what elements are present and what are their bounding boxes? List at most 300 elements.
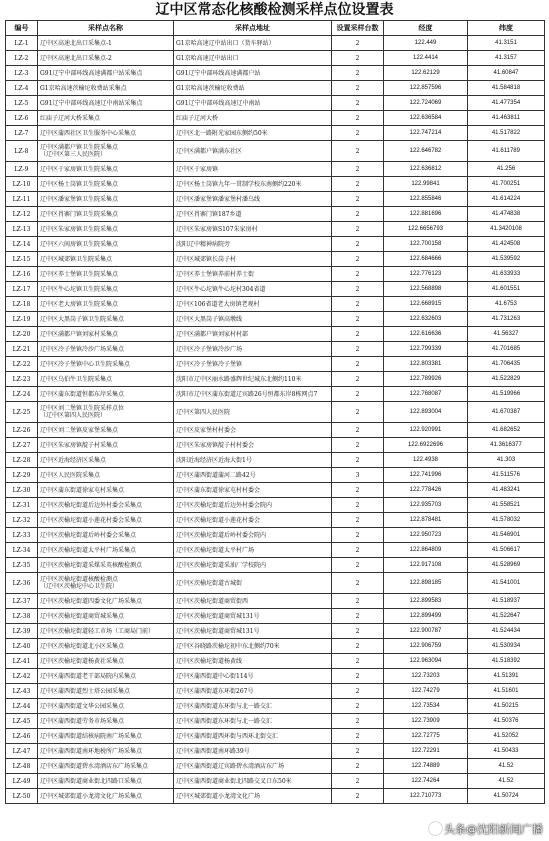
table-row: [6, 66, 545, 81]
row-latitude: 41.52: [468, 759, 545, 774]
row-name: 辽中区茨榆坨街道小莲花村委会采集点: [38, 513, 174, 528]
row-address: 辽中区蒲东街道徐家屯村村委会: [174, 483, 332, 498]
row-id: LZ-36: [6, 573, 38, 594]
row-address: 辽中区朱家房镇S107朱家房村: [174, 222, 332, 237]
row-id: LZ-7: [6, 126, 38, 141]
table-row: [6, 789, 545, 804]
row-longitude: 122.855846: [384, 192, 468, 207]
row-latitude: 41.50376: [468, 714, 545, 729]
row-id: LZ-3: [6, 66, 38, 81]
row-id: LZ-8: [6, 141, 38, 162]
row-latitude: 41.700251: [468, 177, 545, 192]
row-name: 辽中区蒲西街道南环地税所广场采集点: [38, 744, 174, 759]
row-name: 辽中区茨榆坨街道采煤采英核酸检测点: [38, 558, 174, 573]
row-latitude: 41.511576: [468, 468, 545, 483]
row-longitude: 122.62129: [384, 66, 468, 81]
row-longitude: 122.881696: [384, 207, 468, 222]
row-longitude: 122.668915: [384, 297, 468, 312]
row-id: LZ-2: [6, 51, 38, 66]
row-name: 辽中区牛心坨镇卫生院采集点: [38, 282, 174, 297]
row-id: LZ-50: [6, 789, 38, 804]
row-longitude: 122.963094: [384, 654, 468, 669]
row-name: 辽中区养士堡镇卫生院采集点: [38, 267, 174, 282]
table-row: [6, 111, 545, 126]
row-address: G91辽宁中部环线高速满都户站: [174, 66, 332, 81]
row-longitude: 122.700158: [384, 237, 468, 252]
row-count: 2: [332, 387, 384, 402]
row-latitude: 41.56327: [468, 327, 545, 342]
table-row: [6, 51, 545, 66]
row-latitude: 41.3151: [468, 36, 545, 51]
watermark: [429, 822, 543, 838]
table-row: [6, 729, 545, 744]
table-row: [6, 654, 545, 669]
row-address: 辽中区杨士岗镇九年一贯制学校东南侧约220米: [174, 177, 332, 192]
row-name: 辽中区杨士岗镇卫生院采集点: [38, 177, 174, 192]
row-latitude: 41.524434: [468, 624, 545, 639]
row-name: 辽中区六间房镇卫生院采集点: [38, 237, 174, 252]
row-name: 红庙子辽河大桥采集点: [38, 111, 174, 126]
row-longitude: 122.878481: [384, 513, 468, 528]
row-address: 辽中区冷子堡镇冷沙广场: [174, 342, 332, 357]
row-count: 2: [332, 609, 384, 624]
row-count: 2: [332, 297, 384, 312]
row-id: LZ-38: [6, 609, 38, 624]
row-id: LZ-46: [6, 729, 38, 744]
row-longitude: 122.789926: [384, 372, 468, 387]
row-longitude: 122.776123: [384, 267, 468, 282]
row-id: LZ-20: [6, 327, 38, 342]
row-id: LZ-16: [6, 267, 38, 282]
row-name: 辽中区高速北出口采集点-2: [38, 51, 174, 66]
row-id: LZ-49: [6, 774, 38, 789]
row-address: G91辽宁中部环线高速辽中南站: [174, 96, 332, 111]
row-address: 辽中区茨榆坨街道后岭村委会院内: [174, 528, 332, 543]
row-count: 2: [332, 528, 384, 543]
row-address: 辽中区于家房镇: [174, 162, 332, 177]
row-count: 2: [332, 402, 384, 423]
row-latitude: 41.611789: [468, 141, 545, 162]
row-name: 辽中区蒲西街道结核病院南广场采集点: [38, 729, 174, 744]
row-name: 辽中区冷子堡镇冷沙广场采集点: [38, 342, 174, 357]
row-longitude: 122.73534: [384, 699, 468, 714]
row-latitude: 41.60847: [468, 66, 545, 81]
table-row: [6, 402, 545, 423]
row-address: 辽中区养士堡镇养前村养士街: [174, 267, 332, 282]
table-row: [6, 714, 545, 729]
row-id: LZ-12: [6, 207, 38, 222]
row-latitude: 41.518937: [468, 594, 545, 609]
row-count: 2: [332, 453, 384, 468]
sampling-points-table: [5, 20, 545, 804]
table-row: [6, 126, 545, 141]
row-id: LZ-25: [6, 402, 38, 423]
row-count: 2: [332, 342, 384, 357]
row-latitude: 41.52052: [468, 729, 545, 744]
row-name: 辽中区蒲西街道碧水湾酒店东广场采集点: [38, 759, 174, 774]
header-name: 采样点名称: [38, 21, 174, 36]
row-id: LZ-40: [6, 639, 38, 654]
table-row: [6, 759, 545, 774]
row-latitude: 41.578032: [468, 513, 545, 528]
row-count: 2: [332, 252, 384, 267]
row-name: 辽中区蒲东街道徐家屯村采集点: [38, 483, 174, 498]
table-row: [6, 297, 545, 312]
row-latitude: 41.51601: [468, 684, 545, 699]
row-latitude: 41.701685: [468, 342, 545, 357]
table-row: [6, 192, 545, 207]
row-address: 辽中区106省道老大房镇老观村: [174, 297, 332, 312]
row-latitude: 41.6753: [468, 297, 545, 312]
row-count: 2: [332, 624, 384, 639]
table-row: [6, 387, 545, 402]
row-name: 辽中区满都户镇卫生院采集点 （辽中区第三人民医院）: [38, 141, 174, 162]
row-address: 辽中区蒲西街道南环路39号: [174, 744, 332, 759]
table-row: [6, 312, 545, 327]
row-name: 辽中区蒲西社区卫生服务中心采集点: [38, 126, 174, 141]
row-count: 2: [332, 669, 384, 684]
row-latitude: 41.682652: [468, 423, 545, 438]
row-name: G1京哈高速茨榆坨收费站采集点: [38, 81, 174, 96]
row-longitude: 122.6656793: [384, 222, 468, 237]
row-address: 沈阳市辽中区丽水路盛辉世纪城东北侧约110米: [174, 372, 332, 387]
row-id: LZ-47: [6, 744, 38, 759]
row-count: 2: [332, 714, 384, 729]
row-address: 辽中区蒲西街道东环街与北一路交汇: [174, 699, 332, 714]
row-address: 辽中区满都户镇刘家村村部: [174, 327, 332, 342]
row-id: LZ-6: [6, 111, 38, 126]
table-row: [6, 744, 545, 759]
row-name: 辽中区蒲西街道商业街北四路口采集点: [38, 774, 174, 789]
row-name: 辽中区蒲东街道恒都东岸采集点: [38, 387, 174, 402]
row-name: 辽中区蒲西街道老干部局院内采集点: [38, 669, 174, 684]
row-longitude: 122.4938: [384, 453, 468, 468]
row-count: 2: [332, 744, 384, 759]
row-address: 辽中区谷晓路茨榆坨初中东北侧约70米: [174, 639, 332, 654]
table-row: [6, 438, 545, 453]
row-address: 沈阳市辽中区蒲东街道辽宾路26号恒都东岸8栋网点7: [174, 387, 332, 402]
row-address: 辽中区茨榆坨街道后边外村委会院内: [174, 498, 332, 513]
row-count: 2: [332, 237, 384, 252]
row-count: 2: [332, 789, 384, 804]
row-latitude: 41.256: [468, 162, 545, 177]
row-address: 辽中区城郊镇长岗子村: [174, 252, 332, 267]
row-name: G91辽宁中部环线高速辽中南站采集点: [38, 96, 174, 111]
row-id: LZ-18: [6, 297, 38, 312]
table-row: [6, 252, 545, 267]
row-latitude: 41.522647: [468, 609, 545, 624]
row-count: 3: [332, 468, 384, 483]
table-row: [6, 81, 545, 96]
row-count: 2: [332, 177, 384, 192]
row-latitude: 41.633933: [468, 267, 545, 282]
table-row: [6, 669, 545, 684]
row-longitude: 122.935703: [384, 498, 468, 513]
row-address: 辽中区朱家房镇靛子村村委会: [174, 438, 332, 453]
row-longitude: 122.857596: [384, 81, 468, 96]
header-id: 编号: [6, 21, 38, 36]
row-latitude: 41.3616377: [468, 438, 545, 453]
row-longitude: 122.646782: [384, 141, 468, 162]
row-count: 2: [332, 327, 384, 342]
row-latitude: 41.614224: [468, 192, 545, 207]
table-row: [6, 423, 545, 438]
table-row: [6, 624, 545, 639]
row-address: 辽中区蒲西街道蒲河二路42号: [174, 468, 332, 483]
row-address: 沈阳近海经济区近海大街1号: [174, 453, 332, 468]
row-id: LZ-41: [6, 654, 38, 669]
row-name: 辽中区茨榆坨街道后边外村委会采集点: [38, 498, 174, 513]
row-id: LZ-1: [6, 36, 38, 51]
row-address: 辽中区茨榆坨街道古城街: [174, 573, 332, 594]
row-longitude: 122.724069: [384, 96, 468, 111]
row-address: 辽中区茨榆坨街道杨黄线: [174, 654, 332, 669]
row-count: 2: [332, 126, 384, 141]
table-row: [6, 177, 545, 192]
row-address: G1京哈高速辽中站出口: [174, 51, 332, 66]
row-longitude: 122.710773: [384, 789, 468, 804]
row-count: 2: [332, 729, 384, 744]
row-longitude: 122.803381: [384, 357, 468, 372]
row-longitude: 122.568898: [384, 282, 468, 297]
row-latitude: 41.52: [468, 774, 545, 789]
row-id: LZ-45: [6, 714, 38, 729]
row-id: LZ-31: [6, 498, 38, 513]
header-latitude: 纬度: [468, 21, 545, 36]
row-name: 辽中区茨榆坨街道四委文化广场采集点: [38, 594, 174, 609]
table-row: [6, 774, 545, 789]
row-count: 2: [332, 81, 384, 96]
row-address: G1京哈高速辽中站出口（货车驿站）: [174, 36, 332, 51]
table-row: [6, 342, 545, 357]
row-count: 2: [332, 372, 384, 387]
row-count: 2: [332, 111, 384, 126]
row-name: 辽中区刘二堡镇卫生院采样点位 （辽中区第四人民医院）: [38, 402, 174, 423]
row-count: 2: [332, 96, 384, 111]
row-address: 辽中区大黑岗子镇高墩线: [174, 312, 332, 327]
row-address: 辽中区皮家堡村村委会: [174, 423, 332, 438]
row-latitude: 41.518392: [468, 654, 545, 669]
row-address: 辽中区茨榆坨街道商贸街西: [174, 594, 332, 609]
row-id: LZ-19: [6, 312, 38, 327]
row-count: 2: [332, 36, 384, 51]
row-id: LZ-22: [6, 357, 38, 372]
table-row: [6, 222, 545, 237]
row-longitude: 122.99841: [384, 177, 468, 192]
row-name: 辽中区于家房镇卫生院采集点: [38, 162, 174, 177]
row-latitude: 41.303: [468, 453, 545, 468]
header-longitude: 经度: [384, 21, 468, 36]
row-latitude: 41.670387: [468, 402, 545, 423]
table-row: [6, 609, 545, 624]
row-longitude: 122.899583: [384, 594, 468, 609]
row-latitude: 41.3420108: [468, 222, 545, 237]
row-latitude: 41.474838: [468, 207, 545, 222]
row-name: 辽中区蒲西街道文华公园采集点: [38, 699, 174, 714]
table-row: [6, 207, 545, 222]
row-latitude: 41.601551: [468, 282, 545, 297]
row-id: LZ-30: [6, 483, 38, 498]
table-row: [6, 267, 545, 282]
table-row: [6, 498, 545, 513]
table-row: [6, 594, 545, 609]
row-address: 辽中区蒲西街道东环街267号: [174, 684, 332, 699]
row-name: 辽中区城郊镇卫生院采集点: [38, 252, 174, 267]
row-longitude: 122.636812: [384, 162, 468, 177]
row-address: 辽中区蒲西街道西环街与西环北街交汇: [174, 729, 332, 744]
table-row: [6, 141, 545, 162]
row-latitude: 41.558521: [468, 498, 545, 513]
row-id: LZ-37: [6, 594, 38, 609]
row-count: 2: [332, 483, 384, 498]
row-address: 辽中区蒲西街道中心街114号: [174, 669, 332, 684]
row-latitude: 41.517822: [468, 126, 545, 141]
row-address: 辽中区蒲西街道东环街与北一路交汇: [174, 714, 332, 729]
table-row: [6, 36, 545, 51]
row-latitude: 41.51391: [468, 669, 545, 684]
row-id: LZ-48: [6, 759, 38, 774]
table-row: [6, 699, 545, 714]
row-longitude: 122.636584: [384, 111, 468, 126]
row-address: 辽中区蒲西街道辽宾路碧水湾酒店东广场: [174, 759, 332, 774]
row-longitude: 122.893004: [384, 402, 468, 423]
table-row: [6, 237, 545, 252]
table-row: [6, 684, 545, 699]
table-row: [6, 483, 545, 498]
row-latitude: 41.50433: [468, 744, 545, 759]
row-longitude: 122.74279: [384, 684, 468, 699]
row-id: LZ-28: [6, 453, 38, 468]
row-name: 辽中区大黑岗子镇卫生院采集点: [38, 312, 174, 327]
row-count: 2: [332, 684, 384, 699]
row-latitude: 41.519966: [468, 387, 545, 402]
row-name: 辽中区冷子堡镇中心卫生院采集点: [38, 357, 174, 372]
row-latitude: 41.463811: [468, 111, 545, 126]
row-longitude: 122.616636: [384, 327, 468, 342]
row-latitude: 41.50215: [468, 699, 545, 714]
row-name: 辽中区朱家房镇卫生院采集点: [38, 222, 174, 237]
row-longitude: 122.73203: [384, 669, 468, 684]
row-name: 辽中区茨榆坨街道杨黄社采集点: [38, 654, 174, 669]
row-latitude: 41.731263: [468, 312, 545, 327]
row-address: 辽中区茨榆坨街道太平村广场: [174, 543, 332, 558]
row-id: LZ-32: [6, 513, 38, 528]
row-address: 辽中区牛心坨镇牛心坨村304省道: [174, 282, 332, 297]
row-address: 辽中区茨榆坨街道采油厂学校院内: [174, 558, 332, 573]
row-name: 辽中区乌伯牛卫生院采集点: [38, 372, 174, 387]
row-address: 辽中区茨榆坨街道商贸城131号: [174, 609, 332, 624]
row-longitude: 122.684666: [384, 252, 468, 267]
broadcast-logo-icon: [429, 822, 442, 835]
row-address: 辽中区潘家堡镇潘家堡村潘乌线: [174, 192, 332, 207]
row-id: LZ-24: [6, 387, 38, 402]
row-count: 2: [332, 192, 384, 207]
row-longitude: 122.920991: [384, 423, 468, 438]
row-count: 2: [332, 513, 384, 528]
row-address: G1京哈高速茨榆坨收费站: [174, 81, 332, 96]
row-name: 辽中区城郊街道小龙湾文化广场采集点: [38, 789, 174, 804]
row-id: LZ-39: [6, 624, 38, 639]
table-row: [6, 96, 545, 111]
row-count: 2: [332, 423, 384, 438]
row-count: 2: [332, 267, 384, 282]
row-name: 辽中区茨榆坨街道后岭村委会采集点: [38, 528, 174, 543]
row-id: LZ-14: [6, 237, 38, 252]
row-id: LZ-43: [6, 684, 38, 699]
table-row: [6, 162, 545, 177]
table-row: [6, 639, 545, 654]
row-latitude: 41.50724: [468, 789, 545, 804]
row-id: LZ-13: [6, 222, 38, 237]
table-row: [6, 558, 545, 573]
row-count: 2: [332, 573, 384, 594]
row-latitude: 41.522829: [468, 372, 545, 387]
row-count: 2: [332, 699, 384, 714]
row-longitude: 122.898185: [384, 573, 468, 594]
row-longitude: 122.747214: [384, 126, 468, 141]
row-count: 2: [332, 759, 384, 774]
row-count: 2: [332, 558, 384, 573]
row-count: 2: [332, 438, 384, 453]
row-latitude: 41.530934: [468, 639, 545, 654]
row-longitude: 122.74889: [384, 759, 468, 774]
row-id: LZ-33: [6, 528, 38, 543]
header-count: 设置采样台数: [332, 21, 384, 36]
row-name: 辽中区刘二堡镇皮家堡采集点: [38, 423, 174, 438]
row-count: 2: [332, 312, 384, 327]
row-longitude: 122.917108: [384, 558, 468, 573]
row-latitude: 41.424508: [468, 237, 545, 252]
row-name: 辽中区人民医院采集点: [38, 468, 174, 483]
row-name: 辽中区茨榆坨街道北小区采集点: [38, 639, 174, 654]
row-name: 辽中区蒲西街道烈士塔公园采集点: [38, 684, 174, 699]
watermark-text: 头条@沈阳新闻广播: [444, 823, 543, 836]
row-latitude: 41.706435: [468, 357, 545, 372]
row-count: 2: [332, 51, 384, 66]
row-longitude: 122.799339: [384, 342, 468, 357]
row-id: LZ-9: [6, 162, 38, 177]
table-row: [6, 372, 545, 387]
row-id: LZ-5: [6, 96, 38, 111]
row-longitude: 122.72291: [384, 744, 468, 759]
row-longitude: 122.72775: [384, 729, 468, 744]
row-longitude: 122.449: [384, 36, 468, 51]
row-name: 辽中区茨榆坨街道商贸城采集点: [38, 609, 174, 624]
row-name: 辽中区朱家房镇靛子村采集点: [38, 438, 174, 453]
table-row: [6, 282, 545, 297]
row-id: LZ-4: [6, 81, 38, 96]
row-id: LZ-15: [6, 252, 38, 267]
row-name: 辽中区肖寨门镇卫生院采集点: [38, 207, 174, 222]
row-longitude: 122.74264: [384, 774, 468, 789]
table-row: [6, 357, 545, 372]
row-name: 辽中区茨榆坨街道核酸检测点 （辽中区茨榆坨中心卫生院）: [38, 573, 174, 594]
row-count: 2: [332, 357, 384, 372]
row-id: LZ-10: [6, 177, 38, 192]
row-count: 2: [332, 774, 384, 789]
row-latitude: 41.477354: [468, 96, 545, 111]
row-count: 2: [332, 639, 384, 654]
row-id: LZ-23: [6, 372, 38, 387]
row-address: 辽中区肖寨门镇187乡道: [174, 207, 332, 222]
row-address: 沈阳辽中精神病院旁: [174, 237, 332, 252]
row-latitude: 41.546901: [468, 528, 545, 543]
row-count: 2: [332, 222, 384, 237]
table-row: [6, 468, 545, 483]
row-address: 辽中区北一路附光家园东侧约50米: [174, 126, 332, 141]
row-id: LZ-29: [6, 468, 38, 483]
row-id: LZ-21: [6, 342, 38, 357]
